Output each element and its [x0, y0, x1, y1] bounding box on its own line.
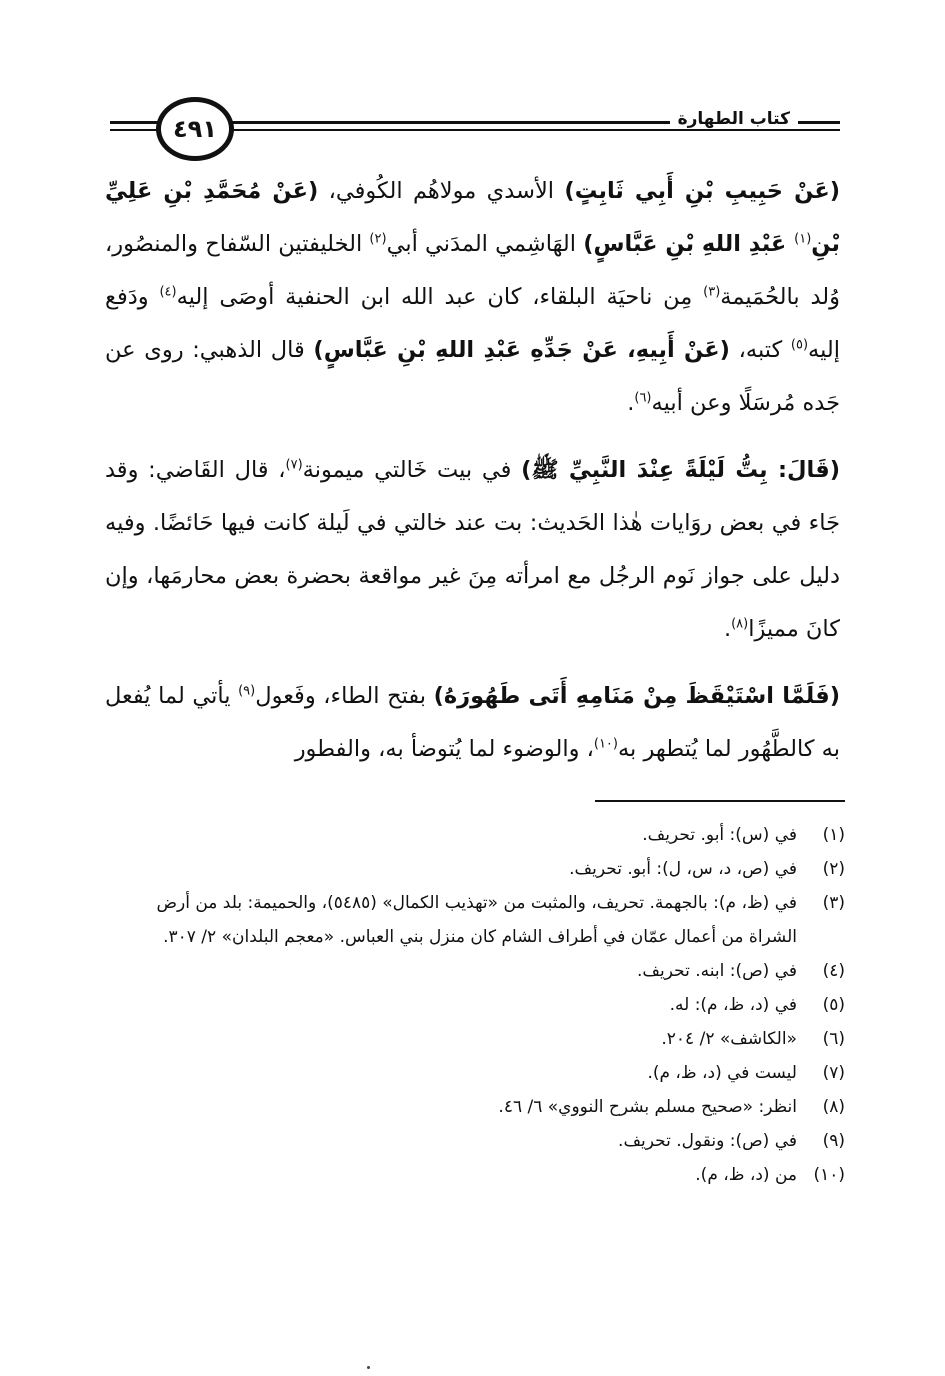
- footnote-ref: (٣): [703, 284, 721, 300]
- footnote-number: (٥): [822, 995, 845, 1015]
- footnote: [115, 954, 845, 988]
- footnote-number: (١٠): [813, 1165, 845, 1185]
- footnote-ref: (٥): [790, 337, 809, 353]
- footnote-ref: (١٠): [593, 736, 618, 752]
- footnote: [115, 818, 845, 852]
- footnote-text: ليست في (د، ظ، م).: [647, 1063, 797, 1083]
- footnote-number: (٣): [822, 893, 845, 913]
- main-text: [105, 165, 840, 776]
- footnote-text: في (ص، د، س، ل): أبو. تحريف.: [569, 859, 797, 879]
- page-header: [110, 95, 840, 165]
- footnote: [115, 1056, 845, 1090]
- hadith-text: عَبْدِ اللهِ بْنِ عَبَّاسٍ): [583, 231, 795, 257]
- footnote-ref: (٦): [634, 390, 652, 406]
- footnote-ref: (٩): [238, 683, 256, 699]
- commentary-text: يأتي لما يُفعل به كالطَّهُور لما يُتطهر به: [105, 683, 840, 762]
- commentary-text: ودَفع إليه: [105, 284, 841, 363]
- hadith-text: (فَلَمَّا اسْتَيْقَظَ مِنْ مَنَامِهِ أَتَى طَهُورَهُ): [433, 683, 840, 709]
- footnote-text: «الكاشف» ٢/ ٢٠٤.: [661, 1029, 797, 1049]
- commentary-text: ، قال القَاضي: وقد جَاء في بعض روَايات هٰذا الحَديث: بت عند خالتي في لَيلة كانت فيها حَائضًا. وفيه دليل على جواز نَوم الرجُل مع امرأته مِنَ غير مواقعة بحضرة بعض محارمَها، وإن كانَ مميزًا: [105, 457, 840, 642]
- footnote: [115, 1090, 845, 1124]
- footnote-ref: (١): [794, 231, 812, 247]
- footnote-ref: (٧): [285, 457, 303, 473]
- footnote-ref: (٤): [159, 284, 177, 300]
- footnote-number: (٨): [822, 1097, 845, 1117]
- footnote-text: في (ص): ونقول. تحريف.: [618, 1131, 797, 1151]
- commentary-text: .: [723, 616, 732, 642]
- footnote: [115, 886, 845, 954]
- page-mark: [367, 1366, 370, 1369]
- footnote: [115, 1022, 845, 1056]
- footnote: [115, 1124, 845, 1158]
- commentary-text: الهَاشِمي المدَني أبي: [386, 231, 584, 257]
- commentary-text: في بيت خَالتي ميمونة: [302, 457, 522, 483]
- footnote-number: (١): [822, 825, 845, 845]
- hadith-text: (عَنْ حَبِيبِ بْنِ أَبِي ثَابِتٍ): [564, 178, 840, 204]
- footnote-text: من (د، ظ، م).: [695, 1165, 797, 1185]
- footnote-text: انظر: «صحيح مسلم بشرح النووي» ٦/ ٤٦.: [498, 1097, 797, 1117]
- commentary-text: بفتح الطاء، وفَعول: [255, 683, 434, 709]
- commentary-text: .: [627, 390, 635, 416]
- footnote-ref: (٨): [731, 616, 749, 632]
- hadith-text: (قَالَ: بِتُّ لَيْلَةً عِنْدَ النَّبِيِّ ﷺ): [521, 457, 840, 483]
- footnote-ref: (٢): [369, 231, 387, 247]
- hadith-text: (عَنْ أَبِيهِ، عَنْ جَدِّهِ عَبْدِ اللهِ بْنِ عَبَّاسٍ): [313, 337, 730, 363]
- commentary-text: الخليفتين السّفاح والمنصُور، وُلد بالحُمَيمة: [105, 231, 840, 310]
- commentary-text: الأسدي مولاهُم الكُوفي،: [318, 178, 565, 204]
- footnote: [115, 852, 845, 886]
- page-number-badge: [156, 97, 234, 161]
- paragraph: [105, 670, 840, 776]
- commentary-text: مِن ناحيَة البلقاء، كان عبد الله ابن الحنفية أوصَى إليه: [176, 284, 704, 310]
- footnote-number: (٤): [822, 961, 845, 981]
- commentary-text: قال الذهبي: روى عن جَده مُرسَلًا وعن أبيه: [105, 337, 840, 416]
- footnote: [115, 988, 845, 1022]
- footnotes: [115, 818, 845, 1192]
- hadith-text: (عَنْ مُحَمَّدِ بْنِ عَلِيِّ بْنِ: [105, 178, 840, 257]
- footnote-number: (٦): [822, 1029, 845, 1049]
- paragraph: [105, 444, 840, 656]
- footnote-separator: [595, 800, 845, 802]
- running-title: كتاب الطهارة: [670, 109, 798, 129]
- footnote-number: (٧): [822, 1063, 845, 1083]
- commentary-text: ، والوضوء لما يُتوضأ به، والفطور: [294, 736, 594, 762]
- commentary-text: كتبه،: [729, 337, 791, 363]
- footnote-number: (٢): [822, 859, 845, 879]
- footnote-text: في (ظ، م): بالجهمة. تحريف، والمثبت من «تهذيب الكمال» (٥٤٨٥)، والحميمة: بلد من أرض الشراة من أعمال عمّان في أطراف الشام كان منزل بني العباس. «معجم البلدان» ٢/ ٣٠٧.: [156, 893, 797, 947]
- footnote: [115, 1158, 845, 1192]
- page-number: ٤٩١: [173, 115, 217, 143]
- footnote-text: في (س): أبو. تحريف.: [642, 825, 797, 845]
- footnote-number: (٩): [822, 1131, 845, 1151]
- footnote-text: في (د، ظ، م): له.: [669, 995, 797, 1015]
- footnote-text: في (ص): ابنه. تحريف.: [637, 961, 797, 981]
- paragraph: [105, 165, 840, 430]
